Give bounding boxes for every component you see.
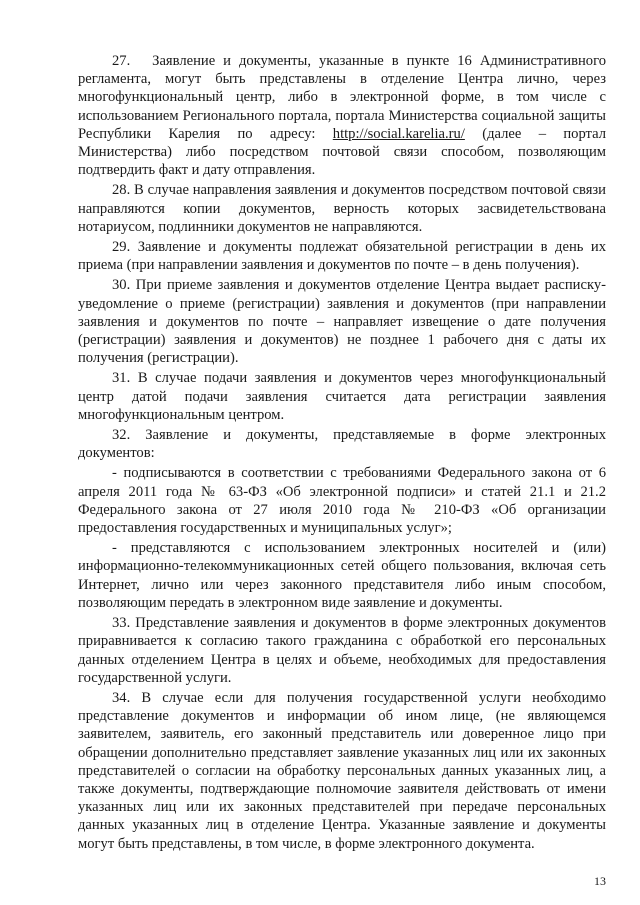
paragraph-32: 32. Заявление и документы, представляемые в форме электронных документов: [78,427,606,462]
paragraph-30: 30. При приеме заявления и документов отделение Центра выдает расписку-уведомление о приеме (регистрации) заявления и документов (при направлении заявления и документов по почте – направляет извещение о дате получения (регистрации) заявления и документов) не позднее 1 рабочего дня с даты их получения (регистрации). [78,277,606,367]
paragraph-32-item-2: - представляются с использованием электронных носителей и (или) информационно-телекоммуникационных сетей общего пользования, включая сеть Интернет, лично или через законного представителя либо иным способом, позволяющим передать в электронном виде заявление и документы. [78,540,606,611]
paragraph-34: 34. В случае если для получения государственной услуги необходимо представление документов и информации об ином лице, (не являющемся заявителем, заявитель, его законный представитель или доверенное лицо при обращении дополнительно представляет заявление указанных лиц или их законных представителей о согласии на обработку персональных данных указанных лиц, а также документы, подтверждающие полномочие заявителя действовать от имени указанных лиц или их законных представителей при передаче персональных данных указанных лиц в отделение Центра. Указанные заявление и документы могут быть представлены, в том числе, в форме электронного документа. [78,689,606,852]
portal-link[interactable]: http://social.karelia.ru/ [332,125,465,142]
paragraph-27-text: 27. Заявление и документы, указанные в пункте 16 Административного регламента, могут быть представлены в отделение Центра лично, через многофункциональный центр, либо в электронной форме, в том числе с использованием Регионального портала, портала Министерства социальной защиты Республики Карелия по адресу: [78,53,606,142]
page-number: 13 [594,874,606,888]
document-body [78,52,606,855]
paragraph-32-item-1: - подписываются в соответствии с требованиями Федерального закона от 6 апреля 2011 года № 63-ФЗ «Об электронной подписи» и статей 21.1 и 21.2 Федерального закона от 27 июля 2010 года № 210-ФЗ «Об организации предоставления государственных и муниципальных услуг»; [78,465,606,537]
paragraph-33: 33. Представление заявления и документов в форме электронных документов приравнивается к согласию такого гражданина с обработкой его персональных данных отделением Центра в целях и объеме, необходимых для предоставления государственной услуги. [78,615,606,686]
paragraph-27-tail: (далее – портал Министерства) либо посредством почтовой связи способом, позволяющим подтвердить факт и дату отправления. [78,125,606,179]
paragraph-27 [78,52,606,179]
paragraph-28: 28. В случае направления заявления и документов посредством почтовой связи направляются копии документов, верность которых засвидетельствована нотариусом, подлинники документов не направляются. [78,182,606,235]
paragraph-31: 31. В случае подачи заявления и документов через многофункциональный центр датой подачи заявления считается дата регистрации заявления многофункциональным центром. [78,370,606,423]
paragraph-29: 29. Заявление и документы подлежат обязательной регистрации в день их приема (при направлении заявления и документов по почте – в день получения). [78,239,606,274]
